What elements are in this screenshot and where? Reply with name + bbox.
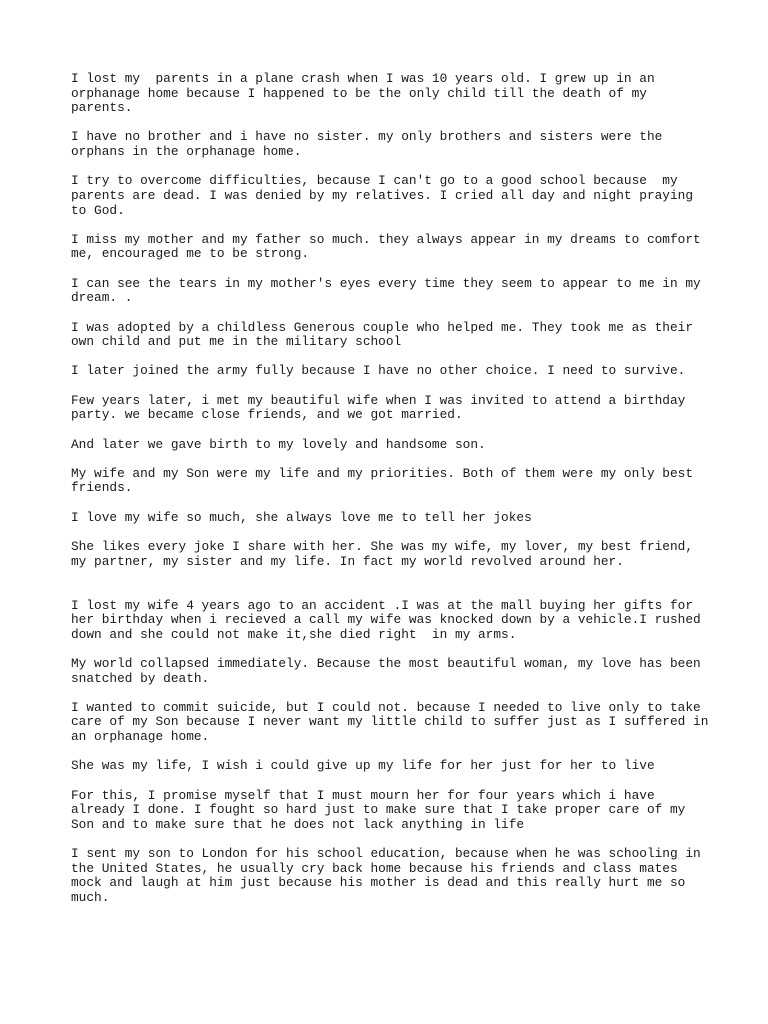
paragraph: I was adopted by a childless Generous couple who helped me. They took me as their own child and put me in the military school [71, 319, 694, 350]
paragraph: My wife and my Son were my life and my priorities. Both of them were my only best friends. [71, 465, 694, 496]
paragraph: I sent my son to London for his school education, because when he was schooling in the United States, he usually cry back home because his friends and class mates mock and laugh at him just because his mother is dead and this really hurt me so much. [71, 846, 701, 905]
paragraph: I have no brother and i have no sister. my only brothers and sisters were the orphans in the orphanage home. [71, 129, 663, 160]
paragraph: Few years later, i met my beautiful wife when I was invited to attend a birthday party. we became close friends, and we got married. [71, 392, 686, 423]
paragraph: I lost my wife 4 years ago to an accident .I was at the mall buying her gifts for her birthday when i recieved a call my wife was knocked down by a vehicle.I rushed down and she could not make it,she died right in my arms. [71, 597, 701, 642]
paragraph: I lost my parents in a plane crash when I was 10 years old. I grew up in an orphanage home because I happened to be the only child till the death of my parents. [71, 71, 655, 116]
paragraph: I later joined the army fully because I have no other choice. I need to survive. [71, 363, 686, 379]
paragraph: I can see the tears in my mother's eyes every time they seem to appear to me in my dream. . [71, 275, 701, 306]
paragraph: I miss my mother and my father so much. they always appear in my dreams to comfort me, encouraged me to be strong. [71, 231, 701, 262]
paragraph: For this, I promise myself that I must mourn her for four years which i have already I done. I fought so hard just to make sure that I take proper care of my Son and to make sure that he does not lack anything in life [71, 787, 686, 832]
paragraph: She likes every joke I share with her. She was my wife, my lover, my best friend, my partner, my sister and my life. In fact my world revolved around her. [71, 539, 694, 569]
paragraph: I try to overcome difficulties, because I can't go to a good school because my parents are dead. I was denied by my relatives. I cried all day and night praying to God. [71, 173, 694, 218]
paragraph: I wanted to commit suicide, but I could not. because I needed to live only to take care of my Son because I never want my little child to suffer just as I suffered in an orphanage home. [71, 699, 709, 745]
paragraph: She was my life, I wish i could give up my life for her just for her to live [71, 758, 655, 774]
paragraph: I love my wife so much, she always love me to tell her jokes [71, 509, 532, 525]
document-body [71, 72, 711, 920]
paragraph: My world collapsed immediately. Because the most beautiful woman, my love has been snatched by death. [71, 655, 701, 686]
paragraph: And later we gave birth to my lovely and handsome son. [71, 436, 486, 452]
